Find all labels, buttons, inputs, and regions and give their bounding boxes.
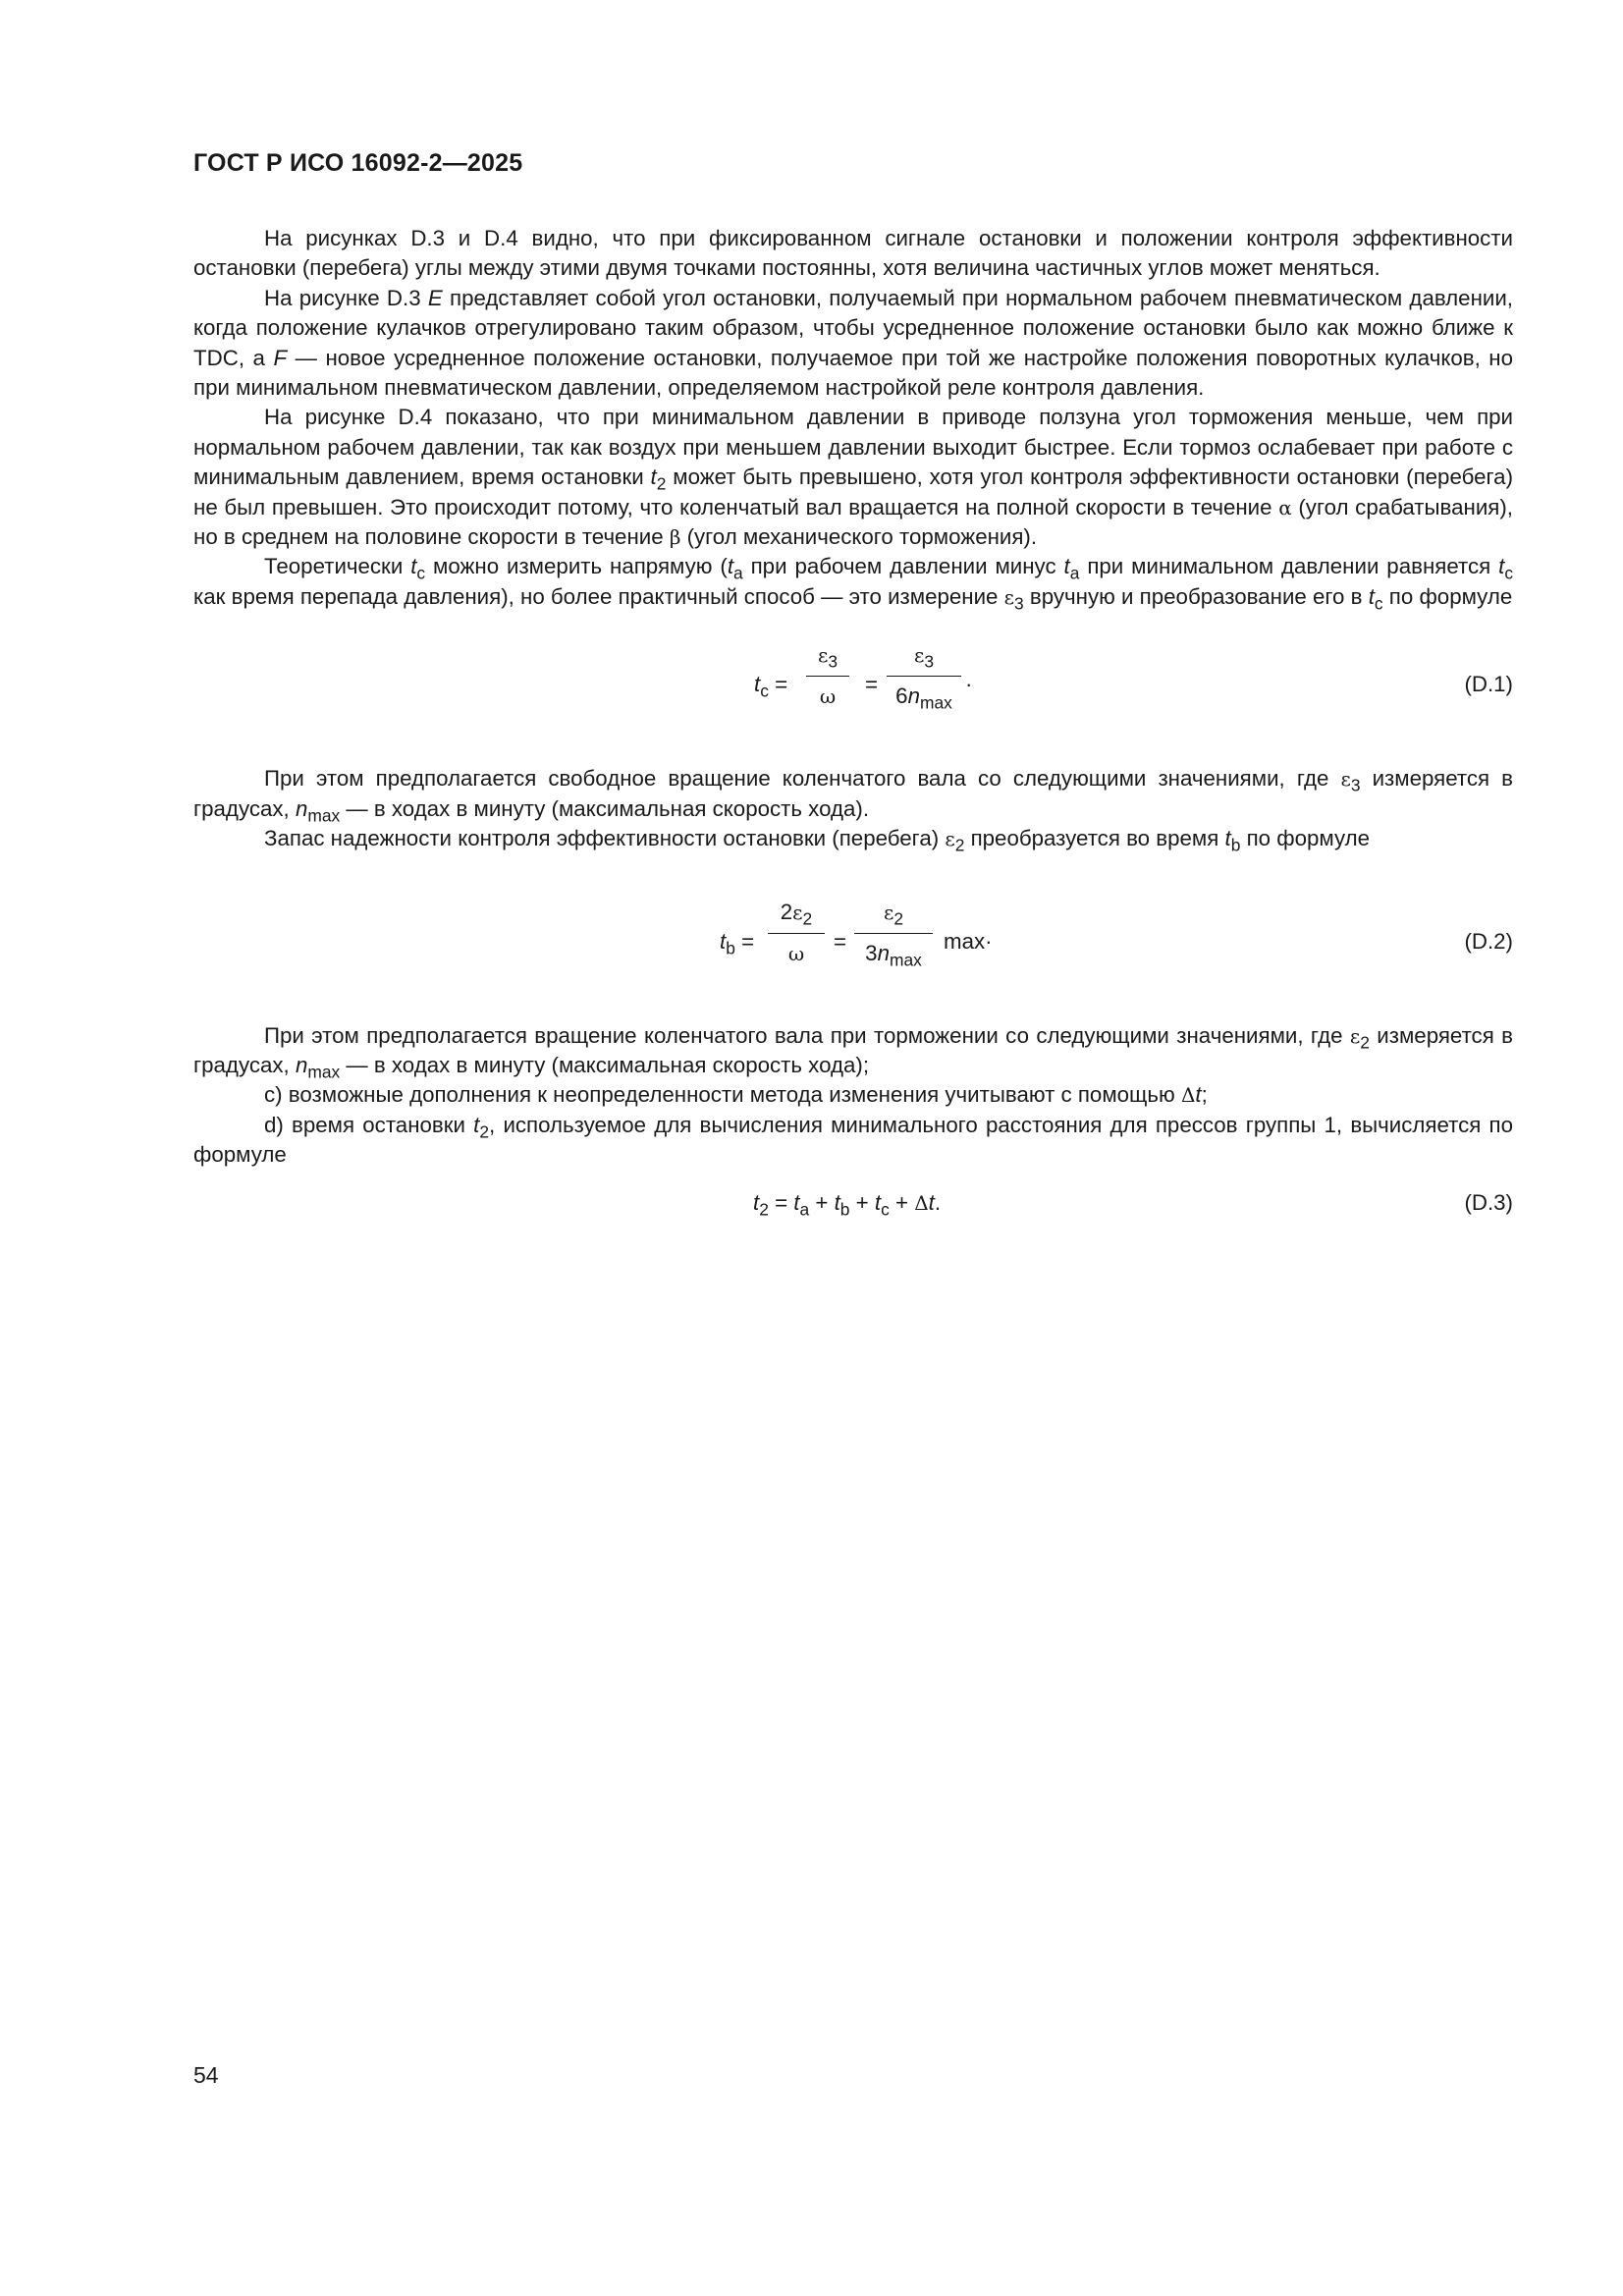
formula-d2-number: (D.2) (1464, 928, 1513, 954)
page-number: 54 (193, 2062, 219, 2088)
formula-d1-eq: = (865, 672, 879, 697)
formula-d3-expression: $t_2 = t_a + t_b + t_c + \Delta t$. (753, 1189, 942, 1220)
formula-d2-lhs: $t_b$ = (720, 928, 755, 958)
formula-d1-tail: · (965, 672, 973, 697)
paragraph-3: На рисунке D.4 показано, что при минимальном давлении в приводе ползуна угол торможения меньше, чем при нормальном рабочем давлении, так как воздух при меньшем давлении выходит быстрее. Если тормоз ослабевает при работе с минимальным давлением, время остановки $t_2$ может быть превышено, хотя угол контроля эффективности остановки (перебега) не был превышен. Это происходит потому, что коленчатый вал вращается на полной скорости в течение α (угол срабатывания), но в среднем на половине скорости в течение β (угол механического торможения). (193, 405, 1513, 550)
paragraph-7: При этом предполагается вращение коленчатого вала при торможении со следующими значениями, где $\varepsilon_2$ измеряется в градусах, $n_{max}$ — в ходах в минуту (максимальная скорость хода); (193, 1022, 1513, 1082)
formula-d1-number: (D.1) (1464, 672, 1513, 697)
formula-d2-tail: max· (944, 928, 993, 954)
paragraph-5: При этом предполагается свободное вращение коленчатого вала со следующими значениями, где $\varepsilon_3$ измеряется в градусах, $n_{max}$ — в ходах в минуту (максимальная скорость хода). (193, 766, 1513, 826)
formula-d1-lhs: $t_c$ = (754, 672, 788, 701)
formula-d3 (193, 1180, 1513, 1228)
list-item-d: d) время остановки $t_2$, используемое для вычисления минимального расстояния для прессов группы 1, вычисляется по формуле (193, 1112, 1514, 1168)
formula-d2: $t_b$ = $2\varepsilon_2$ ω = $\varepsilon_2$ $3n_{max}$ max· (D.2) (720, 899, 1513, 970)
formula-d2-eq: = (834, 928, 847, 954)
document-body (193, 224, 1513, 1228)
list-item-c: c) возможные дополнения к неопределенности метода изменения учитывают с помощью Δt; (264, 1082, 1208, 1108)
paragraph-6: Запас надежности контроля эффективности остановки (перебега) $\varepsilon_2$ преобразуется во время $t_b$ по формуле (264, 826, 1371, 855)
paragraph-1: На рисунках D.3 и D.4 видно, что при фиксированном сигнале остановки и положении контроля эффективности остановки (перебега) углы между этими двумя точками постоянны, хотя величина частичных углов может меняться. (193, 226, 1513, 281)
formula-d3-number: (D.3) (1464, 1189, 1513, 1215)
paragraph-2: На рисунке D.3 E представляет собой угол остановки, получаемый при нормальном рабочем пневматическом давлении, когда положение кулачков отрегулировано таким образом, чтобы усредненное положение остановки было как можно ближе к TDC, а F — новое усредненное положение остановки, получаемое при той же настройке положения поворотных кулачков, но при минимальном пневматическом давлении, определяемом настройкой реле контроля давления. (193, 285, 1514, 401)
document-header: ГОСТ Р ИСО 16092-2—2025 (193, 149, 523, 177)
paragraph-4: Теоретически $t_c$ можно измерить напрямую ($t_a$ при рабочем давлении минус $t_a$ при минимальном давлении равняется $t_c$ как время перепада давления), но более практичный способ — это измерение $\varepsilon_3$ вручную и преобразование его в $t_c$ по формуле (193, 554, 1513, 614)
formula-d1: $t_c$ = $\varepsilon_3$ ω = $\varepsilon_3$ $6n_{max}$ · (D.1) (754, 643, 1513, 713)
